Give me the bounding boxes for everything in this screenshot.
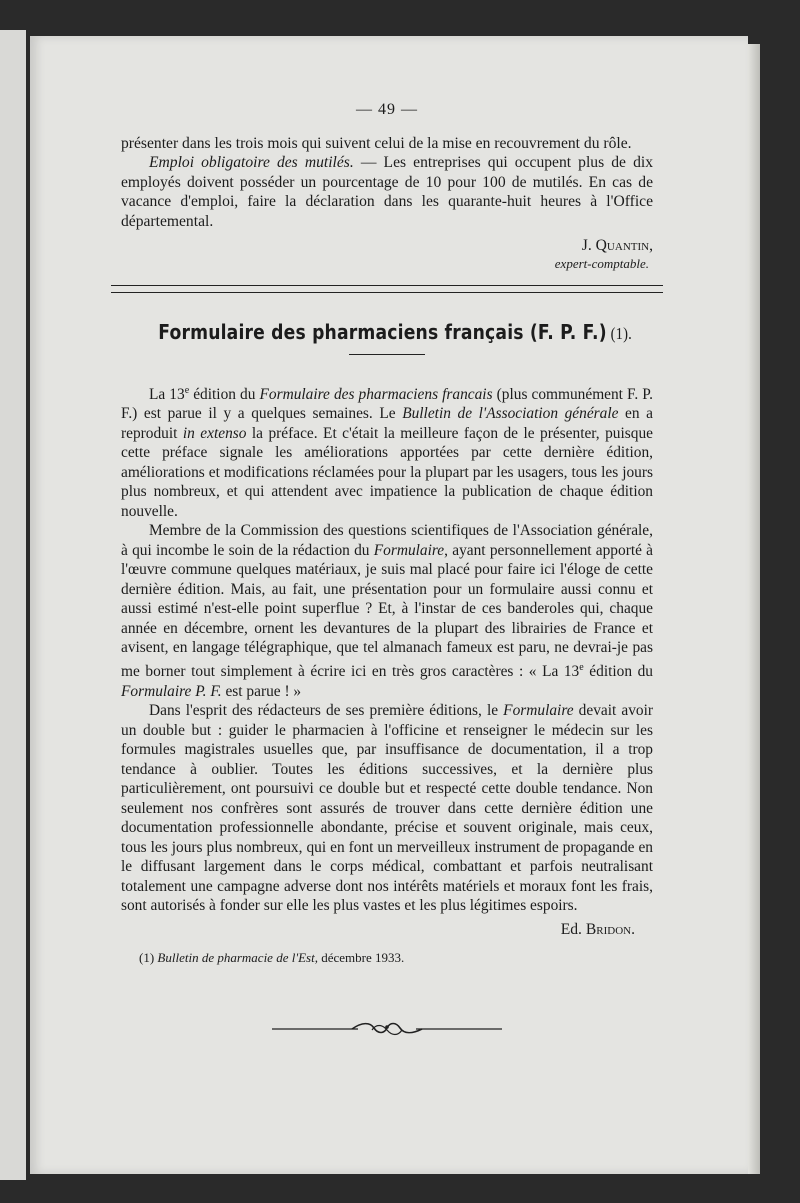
emploi-title: Emploi obligatoire des mutilés. [149, 154, 354, 172]
page-content [121, 100, 653, 1036]
signature-quantin: J. Quantin, [581, 236, 653, 254]
intro-continuation: présenter dans les trois mois qui suivent celui de la mise en recouvrement du rôle. [121, 134, 632, 152]
article-paragraph-2: Membre de la Commission des questions scientifiques de l'Association générale, à qui incombe le soin de la rédaction du Formulaire, ayant personnellement apporté à l'œuvre commune quelques matériaux, je suis mal placé pour faire ici l'éloge de cette dernière édition. Mais, au fait, une présentation pour un formulaire aussi connu et aussi estimé n'est-elle point superflue ? Et, à l'instar de ces banderoles qui, chaque année en décembre, ornent les devantures de la plupart des librairies de France et avisent, en langage télégraphique, que tel almanach fameux est paru, ne devrai-je pas me borner tout simplement à écrire ici en très gros caractères : « La 13e édition du Formulaire P. F. est parue ! » [121, 522, 654, 700]
footnote-date: décembre 1933. [317, 950, 405, 965]
article-paragraph-1: La 13e édition du Formulaire des pharmaciens francais (plus communément F. P. F.) est parue il y a quelques semaines. Le Bulletin de l'Association générale en a reproduit in extenso la préface. Et c'était la meilleure façon de le présenter, puisque cette préface signale les améliorations apportées par cette dernière édition, améliorations et modifications réclamées pour la plupart par les usagers, tous les jours plus nombreux, et qui attendent avec impatience la publication de chaque édition nouvelle. [121, 384, 653, 520]
article-heading-footnote-ref: (1). [606, 324, 632, 344]
emploi-text: — Les entreprises qui occupent plus de dix employés doivent posséder un pourcentage de 10 pour 100 de mutilés. En cas de vacance d'emploi, faire la déclaration dans les quarante-huit heures à l'Office départemental. [121, 154, 653, 230]
footnote: (1) Bulletin de pharmacie de l'Est, décembre 1933. [139, 950, 405, 965]
page-number: — 49 — [356, 101, 418, 118]
document-page [30, 36, 748, 1174]
section-divider [111, 285, 663, 293]
article-body [121, 381, 653, 966]
signature-bridon: Ed. Bridon. [560, 920, 635, 938]
signature-bridon-name: Bridon. [585, 920, 635, 938]
emploi-paragraph [121, 153, 653, 231]
signature-quantin-title: expert-comptable. [554, 256, 649, 272]
article-paragraph-3: Dans l'esprit des rédacteurs de ses première éditions, le Formulaire devait avoir un double but : guider le pharmacien à l'officine et renseigner le médecin sur les formules magistrales usuelles que, par insuffisance de documentation, il a trop tendance à oublier. Toutes les éditions successives, et la dernière plus particulièrement, ont poursuivi ce double but et respecté cette double tendance. Non seulement nos confrères sont assurés de trouver dans cette dernière édition une documentation professionnelle abondante, précise et souvent originale, mais ceux, tous les jours plus nombreux, qui en font un merveilleux instrument de propagande en le diffusant largement dans le corps médical, combattant et parfois neutralisant totalement une campagne adverse dont nos intérêts matériels et moraux font les frais, sont autorisés à fonder sur elle les plus vastes et les plus légitimes espoirs. [121, 702, 653, 914]
article-heading-text: Formulaire des pharmaciens français (F. P. F.) [158, 320, 607, 345]
ornament-divider-icon [272, 1020, 502, 1036]
facing-page-edge [0, 30, 26, 1180]
heading-underline [349, 354, 425, 355]
signature-quantin-name: Quantin, [595, 236, 653, 254]
footnote-source: Bulletin de pharmacie de l'Est, [157, 950, 318, 965]
article-heading [158, 320, 632, 345]
